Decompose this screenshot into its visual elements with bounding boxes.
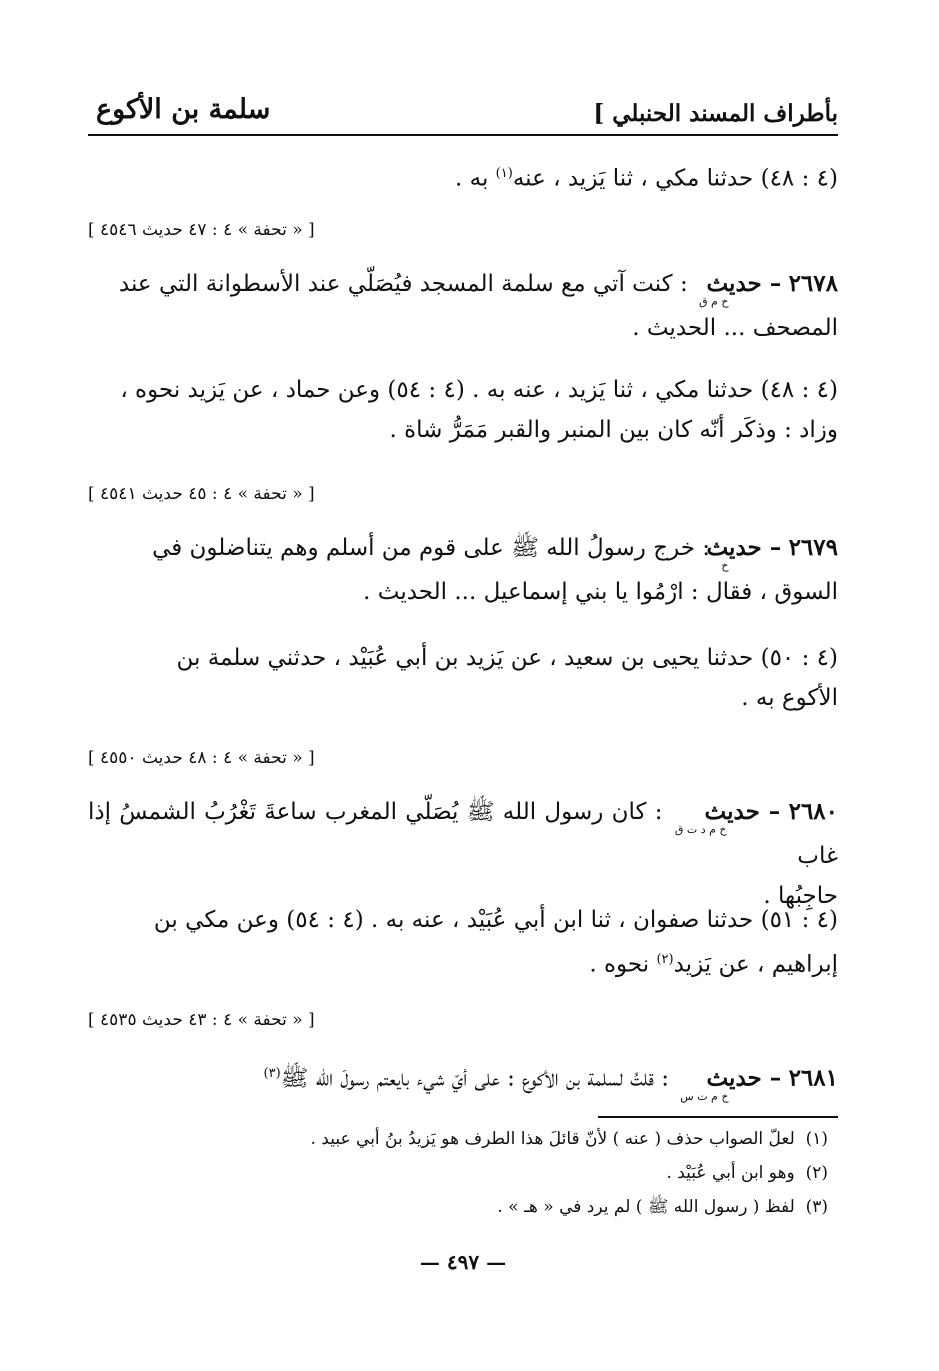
running-header [88,92,838,136]
hadith-2678: ٢٦٧٨ – حديثخ م ق : كنت آتي مع سلمة المسجد فيُصَلّي عند الأسطوانة التي عند المصحف ... الحديث . [88,264,838,348]
footnote-marker: (٢) [656,952,674,967]
source-codes: خ م ق [699,295,729,308]
hadith-number: ٢٦٧٩ [788,534,838,561]
isnad-line: (٤ : ٤٨) حدثنا مكي ، ثنا يَزيد ، عنه$^{(١)}$ به . [455,165,838,192]
footnote-1: (١) لعلّ الصواب حذف ( عنه ) لأنّ قائلَ هذا الطرف هو يَزيدُ بنُ أبي عبيد . [310,1129,828,1149]
hadith-2681: ٢٦٨١ – حديثخ م ت س : قلتُ لسلمة بن الأكوع : على أيّ شيء بايعتم رسولَ الله ﷺ$^{(٣)}$ [88,1054,838,1103]
source-codes: خ م ت س [680,1089,729,1103]
hadith-text-cont: حاجِبُها . [763,883,838,909]
hadith-number: ٢٦٨٠ [788,798,839,825]
hadith-text-cont: السوق ، فقال : ارْمُوا يا بني إسماعيل ... الحديث . [363,579,838,605]
hadith-text-cont: المصحف ... الحديث . [632,315,838,341]
hadith-label: حديث [704,798,760,825]
isnad-block: (٤ : ٥٠) حدثنا يحيى بن سعيد ، عن يَزيد بن أبي عُبَيْد ، حدثني سلمة بن الأكوع به . [176,645,838,711]
hadith-text: : خرج رسولُ الله ﷺ على قوم من أسلم وهم يتناضلون في [152,535,711,561]
isnad-block: (٤ : ٥١) حدثنا صفوان ، ثنا ابن أبي عُبَيْد ، عنه به . (٤ : ٥٤) وعن مكي بن إبراهيم ، عن يَزيد$^{(٢)}$ نحوه . [153,907,838,978]
footnote-marker: (٣) [263,1066,281,1081]
hadith-label: حديث [706,534,762,561]
page-number: — ٤٩٧ — [419,1250,507,1274]
hadith-text: : قلتُ لسلمة بن الأكوع : على أيّ شيء بايعتم رسولَ الله ﷺ [280,1065,669,1092]
hadith-number: ٢٦٧٨ [788,270,838,297]
hadith-2680: ٢٦٨٠ – حديثخ م د ت ق : كان رسول الله ﷺ يُصَلّي المغرب ساعةَ تَغْرُبُ الشمسُ إذا غاب حاجِبُها . [88,792,838,916]
footnote-3: (٣) لفظ ( رسول الله ﷺ ) لم يرد في « هـ » . [497,1197,828,1217]
hadith-label: حديث [706,270,762,297]
tuhfa-reference: [ « تحفة » ٤ : ٤٧ حديث ٤٥٤٦ ] [88,220,315,240]
hadith-2679: ٢٦٧٩ – حديثخ : خرج رسولُ الله ﷺ على قوم من أسلم وهم يتناضلون في السوق ، فقال : ارْمُوا يا بني إسماعيل ... الحديث . [88,528,838,612]
tuhfa-reference: [ « تحفة » ٤ : ٤٥ حديث ٤٥٤١ ] [88,484,315,504]
isnad-block: (٤ : ٤٨) حدثنا مكي ، ثنا يَزيد ، عنه به . (٤ : ٥٤) وعن حماد ، عن يَزيد نحوه ، وزاد : وذكَر أنّه كان بين المنبر والقبر مَمَرُّ شاة . [120,377,838,443]
footnote-2: (٢) وهو ابن أبي عُبَيْد . [666,1163,828,1183]
footnote-marker: (١) [495,166,513,181]
hadith-text: : كنت آتي مع سلمة المسجد فيُصَلّي عند الأسطوانة التي عند [118,271,688,297]
page [88,92,839,1274]
header-book-title: بأطراف المسند الحنبلي ] [593,100,838,127]
source-codes: خ [721,559,729,572]
footnote-separator [598,1116,838,1118]
hadith-text: : كان رسول الله ﷺ يُصَلّي المغرب ساعةَ تَغْرُبُ الشمسُ إذا غاب [88,799,838,869]
tuhfa-reference: [ « تحفة » ٤ : ٤٨ حديث ٤٥٥٠ ] [88,748,315,768]
tuhfa-reference: [ « تحفة » ٤ : ٤٣ حديث ٤٥٣٥ ] [88,1010,315,1030]
header-chapter-title: سلمة بن الأكوع [96,94,271,125]
hadith-number: ٢٦٨١ [788,1064,838,1092]
source-codes: خ م د ت ق [674,823,727,836]
hadith-label: حديث [706,1064,762,1092]
